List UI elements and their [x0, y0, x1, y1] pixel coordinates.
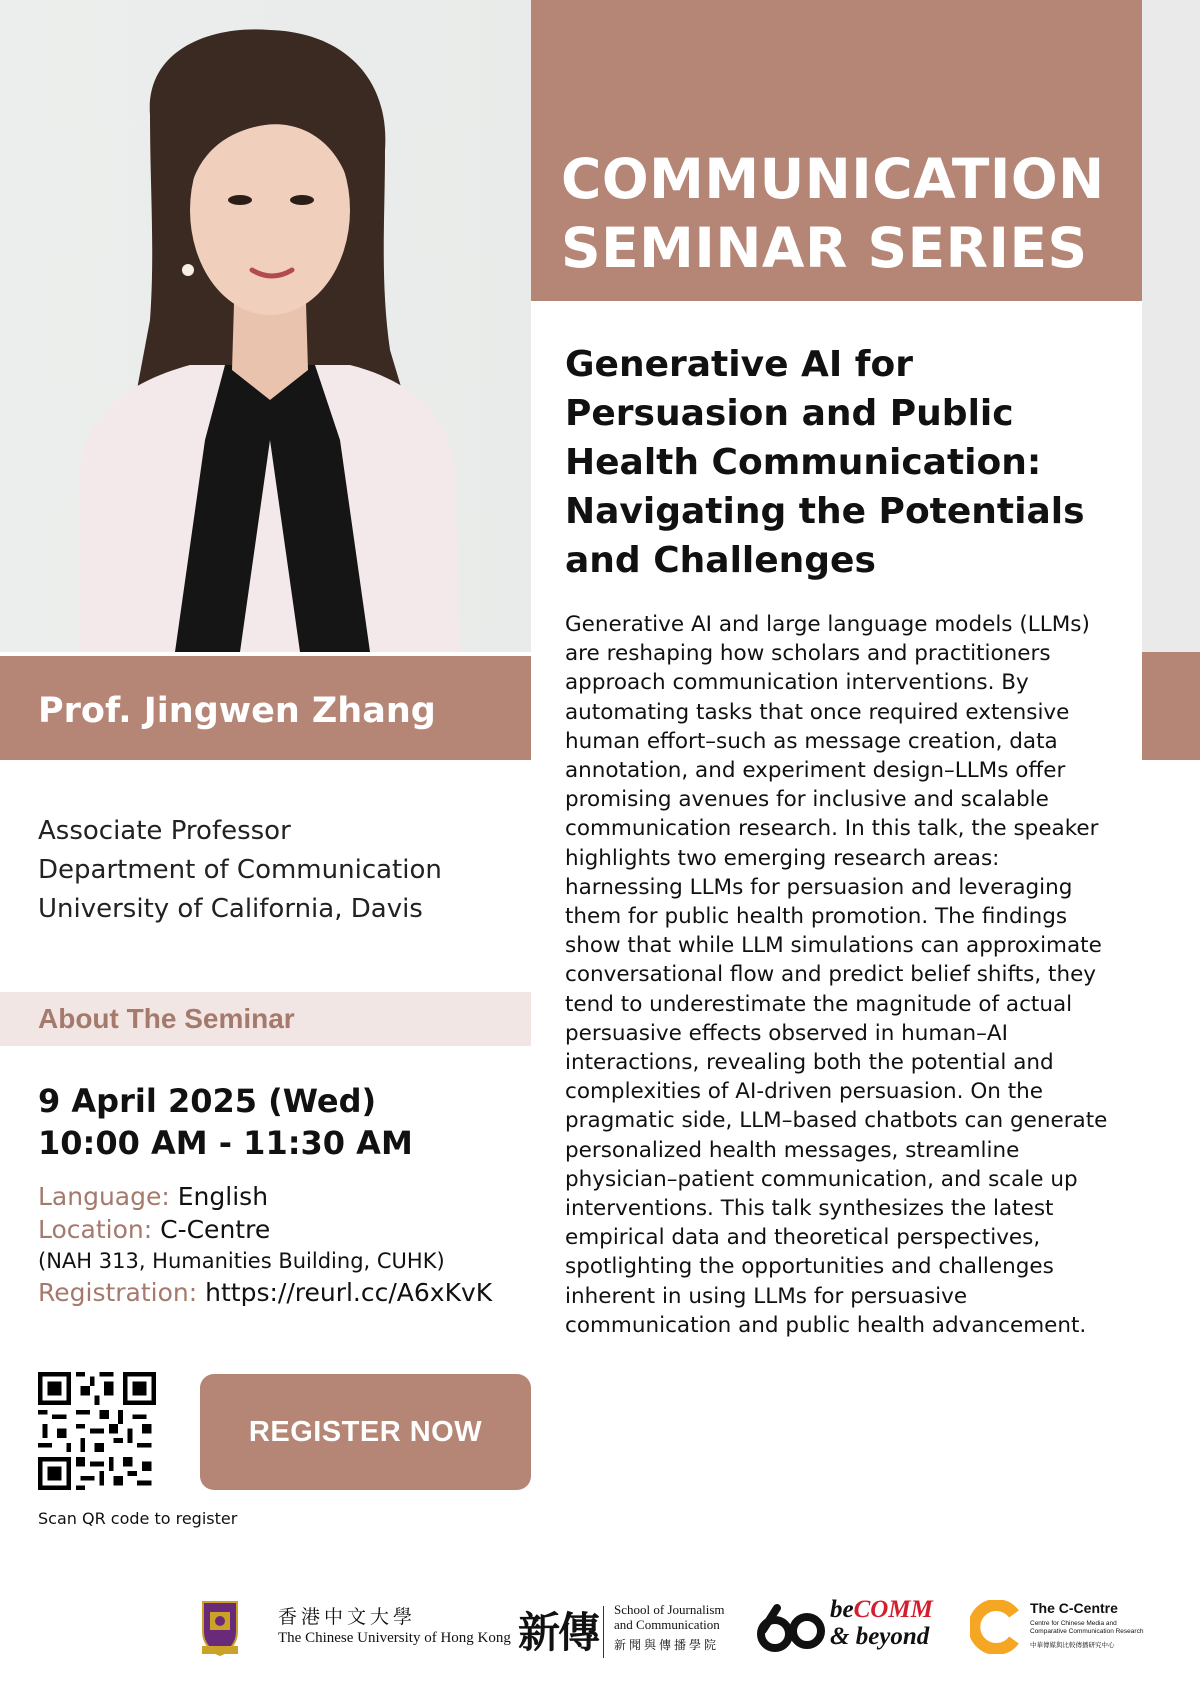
registration-link[interactable]: https://reurl.cc/A6xKvK — [205, 1278, 493, 1307]
speaker-position: Associate Professor — [38, 816, 291, 846]
c-centre-logo-icon — [970, 1600, 1024, 1654]
location-row — [38, 1213, 538, 1246]
becomm-be: be — [830, 1596, 854, 1623]
becomm-beyond: & beyond — [830, 1623, 930, 1650]
becomm-comm: COMM — [853, 1596, 933, 1623]
speaker-department: Department of Communication — [38, 855, 442, 885]
seminar-date: 9 April 2025 (Wed) — [38, 1082, 377, 1120]
seminar-time: 10:00 AM - 11:30 AM — [38, 1124, 413, 1162]
registration-row — [38, 1276, 538, 1309]
registration-label: Registration: — [38, 1278, 198, 1307]
language-label: Language: — [38, 1182, 170, 1211]
register-now-button[interactable]: REGISTER NOW — [200, 1374, 531, 1490]
60th-anniversary-icon — [755, 1604, 827, 1654]
qr-caption: Scan QR code to register — [38, 1509, 238, 1528]
sjc-name-en-line1: School of Journalism — [614, 1602, 725, 1617]
series-title-line1: COMMUNICATION — [561, 147, 1105, 211]
sjc-logo-mark: 新傳 — [518, 1608, 599, 1657]
c-centre-name: The C-Centre — [1030, 1600, 1118, 1616]
cuhk-crest-icon — [200, 1598, 240, 1656]
speaker-portrait — [40, 20, 500, 652]
language-value: English — [177, 1182, 269, 1211]
location-detail: (NAH 313, Humanities Building, CUHK) — [38, 1249, 445, 1273]
series-title — [561, 145, 1151, 283]
location-label: Location: — [38, 1215, 153, 1244]
speaker-university: University of California, Davis — [38, 894, 423, 924]
sjc-divider — [603, 1606, 604, 1658]
seminar-datetime — [38, 1080, 413, 1164]
series-title-line2: SEMINAR SERIES — [561, 216, 1088, 280]
seminar-details — [38, 1180, 538, 1309]
c-centre-name-en: Centre for Chinese Media and Comparative Communication Research — [1030, 1620, 1144, 1635]
talk-title: Generative AI for Persuasion and Public Health Communication: Navigating the Potentials and Challenges — [565, 344, 1085, 581]
speaker-name: Prof. Jingwen Zhang — [38, 691, 436, 731]
right-edge-panel — [1142, 0, 1200, 760]
sjc-name-en-line2: and Communication — [614, 1617, 720, 1632]
sjc-name-en — [614, 1602, 725, 1632]
registration-qr-code[interactable] — [38, 1372, 156, 1490]
speaker-affiliation — [38, 812, 518, 929]
cuhk-name-en: The Chinese University of Hong Kong — [278, 1630, 511, 1646]
sjc-name-zh: 新聞與傳播學院 — [614, 1638, 720, 1652]
language-row — [38, 1180, 538, 1213]
talk-abstract: Generative AI and large language models (LLMs) are reshaping how scholars and practitioners approach communication interventions. By automating tasks that once required extensive human effort–such as message creation, data annotation, and experiment design–LLMs offer promising avenues for inclusive and scalable communication research. In this talk, the speaker highlights two emerging research areas: harnessing LLMs for persuasion and leveraging them for public health promotion. The findings show that while LLM simulations can approximate conversational flow and predict belief shifts, they tend to underestimate the magnitude of actual persuasive effects observed in human–AI interactions, revealing both the potential and complexities of AI-driven persuasion. On the pragmatic side, LLM–based chatbots can generate personalized health messages, streamline physician–patient communication, and scale up interventions. This talk synthesizes the latest empirical data and theoretical perspectives, spotlighting the opportunities and challenges inherent in using LLMs for persuasive communication and public health advancement. — [565, 612, 1108, 1338]
footer-logos — [0, 1590, 1200, 1670]
becomm-logo — [830, 1596, 933, 1650]
location-value: C-Centre — [160, 1215, 271, 1244]
about-heading: About The Seminar — [38, 1003, 295, 1034]
cuhk-name-zh: 香港中文大學 — [278, 1606, 417, 1628]
c-centre-name-zh: 中華傳媒與比較傳播研究中心 — [1030, 1641, 1115, 1649]
right-edge-accent-band — [1142, 652, 1200, 760]
